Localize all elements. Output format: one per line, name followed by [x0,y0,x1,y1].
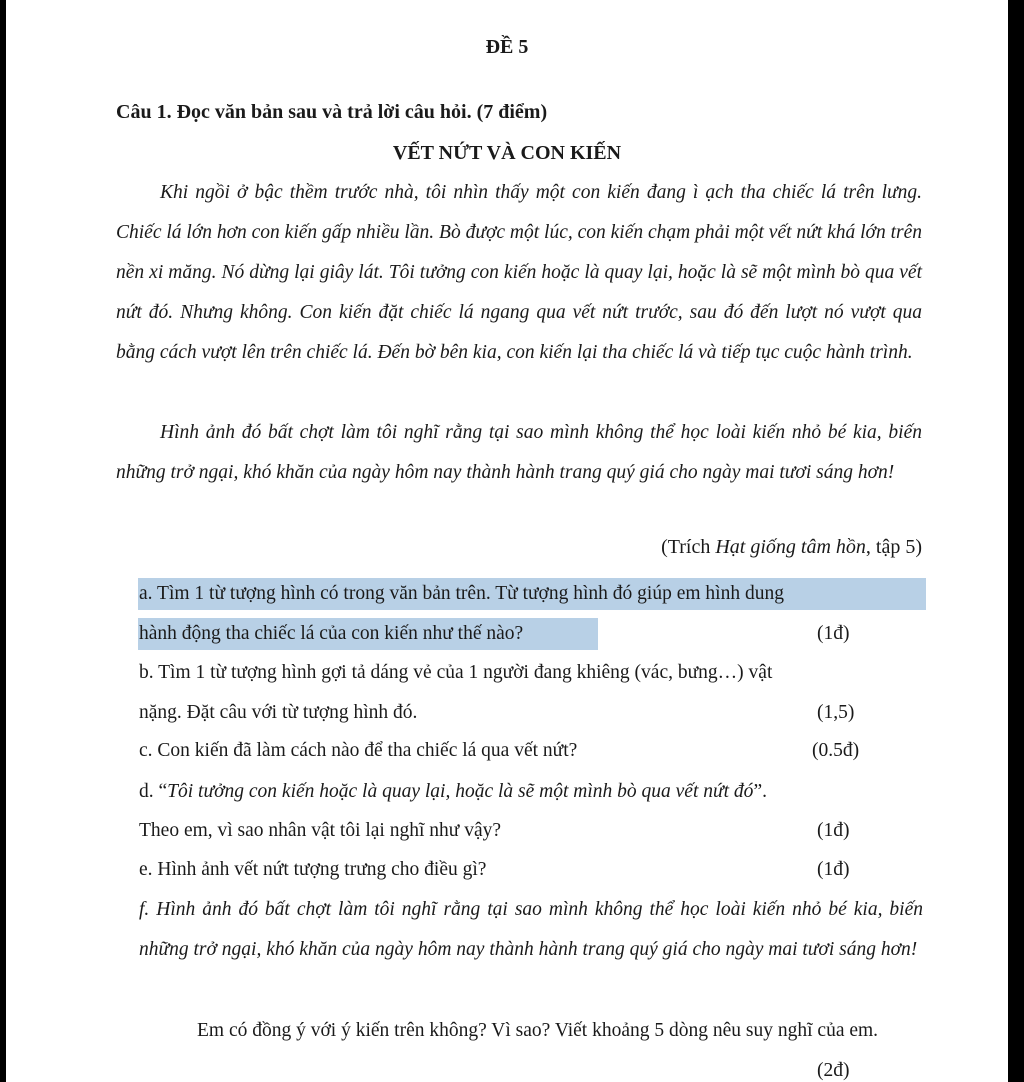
question-b-line-1: b. Tìm 1 từ tượng hình gợi tả dáng vẻ của 1 người đang khiêng (vác, bưng…) vật [139,662,773,683]
question-f-points: (2đ) [817,1060,850,1081]
story-source [661,536,922,559]
question-heading: Câu 1. Đọc văn bản sau và trả lời câu hỏi. (7 điểm) [116,101,548,123]
question-d-line-1 [139,772,767,812]
question-a-line-2: hành động tha chiếc lá của con kiến như thế nào? [139,623,524,644]
question-a-points: (1đ) [817,623,850,644]
question-c-points: (0.5đ) [812,740,860,761]
question-b-line-2: nặng. Đặt câu với từ tượng hình đó. [139,702,418,723]
question-e: e. Hình ảnh vết nứt tượng trưng cho điều gì? [139,859,487,880]
document-page [6,0,1008,1082]
question-c: c. Con kiến đã làm cách nào để tha chiếc lá qua vết nứt? [139,740,578,761]
question-e-points: (1đ) [817,859,850,880]
quote-open: d. “ [139,781,168,802]
source-suffix: , tập 5) [865,536,922,558]
story-title: VẾT NỨT VÀ CON KIẾN [392,142,622,164]
question-d-quote: Tôi tưởng con kiến hoặc là quay lại, hoặc là sẽ một mình bò qua vết nứt đó [167,781,754,802]
story-paragraph-1: Khi ngồi ở bậc thềm trước nhà, tôi nhìn thấy một con kiến đang ì ạch tha chiếc lá trên lưng. Chiếc lá lớn hơn con kiến gấp nhiều lần. Bò được một lúc, con kiến chạm phải một vết nứt khá lớn trên nền xi măng. Nó dừng lại giây lát. Tôi tưởng con kiến hoặc là quay lại, hoặc là sẽ một mình bò qua vết nứt đó. Nhưng không. Con kiến đặt chiếc lá ngang qua vết nứt trước, sau đó đến lượt nó vượt qua bằng cách vượt lên trên chiếc lá. Đến bờ bên kia, con kiến lại tha chiếc lá và tiếp tục cuộc hành trình. [116,182,922,363]
question-f-quote: f. Hình ảnh đó bất chợt làm tôi nghĩ rằng tại sao mình không thể học loài kiến nhỏ bé kia, biến những trở ngại, khó khăn của ngày hôm nay thành hành trang quý giá cho ngày mai tươi sáng hơn! [139,899,923,960]
question-d-line-2: Theo em, vì sao nhân vật tôi lại nghĩ như vậy? [139,820,502,841]
question-a-line-1: a. Tìm 1 từ tượng hình có trong văn bản trên. Từ tượng hình đó giúp em hình dung [139,583,784,604]
source-prefix: (Trích [661,536,716,558]
story-paragraph-2: Hình ảnh đó bất chợt làm tôi nghĩ rằng tại sao mình không thể học loài kiến nhỏ bé kia, biến những trở ngại, khó khăn của ngày hôm nay thành hành trang quý giá cho ngày mai tươi sáng hơn! [116,422,922,483]
exam-title: ĐỀ 5 [485,36,529,58]
question-b-points: (1,5) [817,702,855,723]
source-book-title: Hạt giống tâm hồn [715,536,866,558]
quote-close: ”. [753,781,767,802]
question-f-prompt: Em có đồng ý với ý kiến trên không? Vì sao? Viết khoảng 5 dòng nêu suy nghĩ của em. [197,1020,879,1041]
question-d-points: (1đ) [817,820,850,841]
